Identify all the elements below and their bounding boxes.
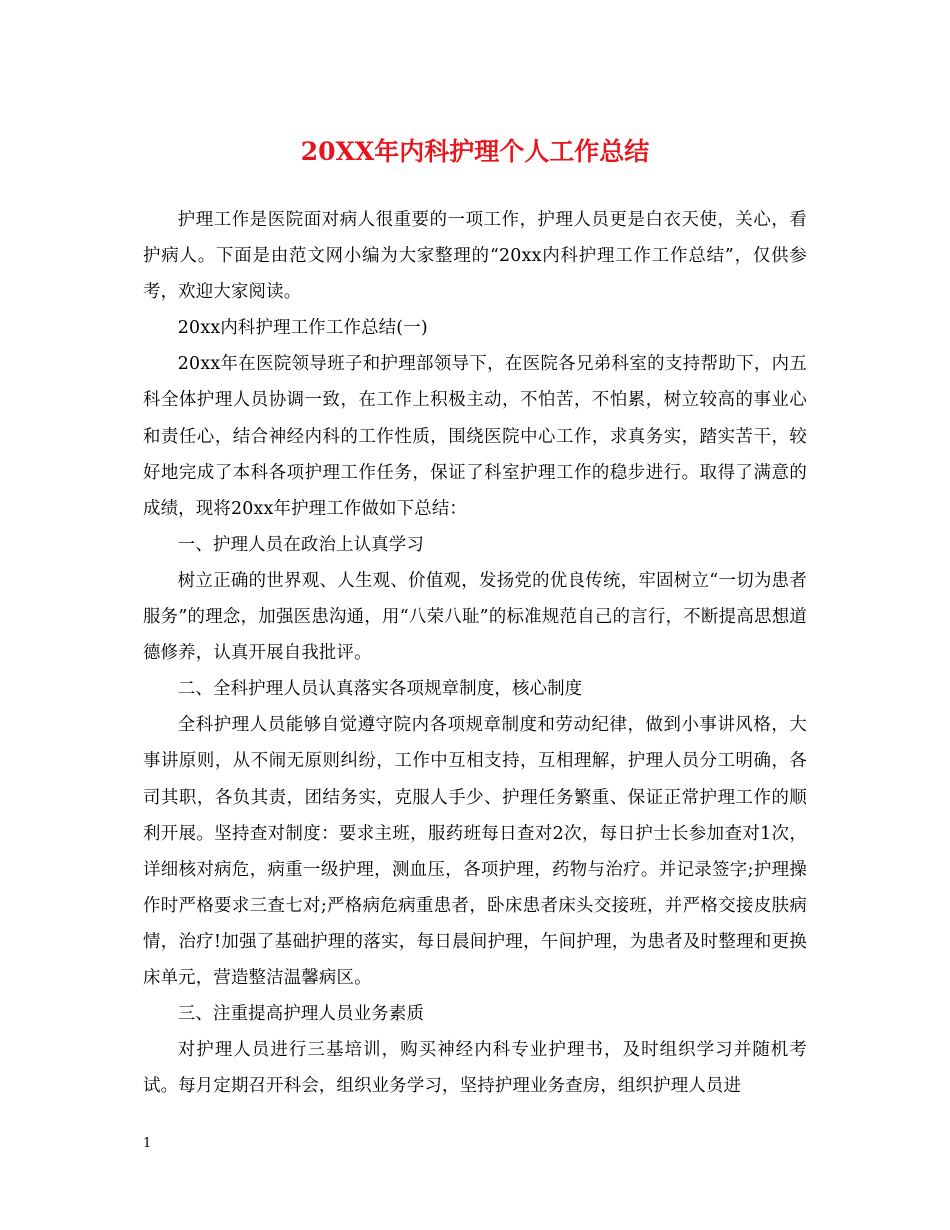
section-heading-1: 一、护理人员在政治上认真学习 xyxy=(177,534,425,555)
paragraph-section-2: 全科护理人员能够自觉遵守院内各项规章制度和劳动纪律，做到小事讲风格，大事讲原则，从不闹无原则纠纷，工作中互相支持，互相理解，护理人员分工明确，各司其职，各负其责，团结务实，克服人手少、护理任务繁重、保证正常护理工作的顺利开展。坚持查对制度：要求主班，服药班每日查对2次，每日护士长参加查对1次，详细核对病危，病重一级护理，测血压，各项护理，药物与治疗。并记录签字;护理操作时严格要求三查七对;严格病危病重患者，卧床患者床头交接班，并严格交接皮肤病情，治疗!加强了基础护理的落实，每日晨间护理，午间护理，为患者及时整理和更换床单元，营造整洁温馨病区。 xyxy=(143,715,807,988)
paragraph-section-1: 树立正确的世界观、人生观、价值观，发扬党的优良传统，牢固树立“一切为患者服务”的理念，加强医患沟通，用“八荣八耻”的标准规范自己的言行，不断提高思想道德修养，认真开展自我批评。 xyxy=(143,570,807,664)
section-heading-3: 三、注重提高护理人员业务素质 xyxy=(177,1004,425,1025)
paragraph-subtitle: 20xx内科护理工作工作总结(一) xyxy=(177,318,428,339)
document-title: 20XX年内科护理个人工作总结 xyxy=(300,137,650,166)
paragraph-summary: 20xx年在医院领导班子和护理部领导下，在医院各兄弟科室的支持帮助下，内五科全体护理人员协调一致，在工作上积极主动，不怕苦，不怕累，树立较高的事业心和责任心，结合神经内科的工作性质，围绕医院中心工作，求真务实，踏实苦干，较好地完成了本科各项护理工作任务，保证了科室护理工作的稳步进行。取得了满意的成绩，现将20xx年护理工作做如下总结： xyxy=(143,354,807,519)
paragraph-intro: 护理工作是医院面对病人很重要的一项工作，护理人员更是白衣天使，关心，看护病人。下面是由范文网小编为大家整理的“20xx内科护理工作工作总结”，仅供参考，欢迎大家阅读。 xyxy=(143,210,807,303)
document-body xyxy=(143,202,807,1104)
page-number: 1 xyxy=(143,1136,152,1151)
section-heading-2: 二、全科护理人员认真落实各项规章制度，核心制度 xyxy=(177,679,583,700)
paragraph-section-3: 对护理人员进行三基培训，购买神经内科专业护理书，及时组织学习并随机考试。每月定期召开科会，组织业务学习，坚持护理业务查房，组织护理人员进 xyxy=(143,1040,807,1097)
